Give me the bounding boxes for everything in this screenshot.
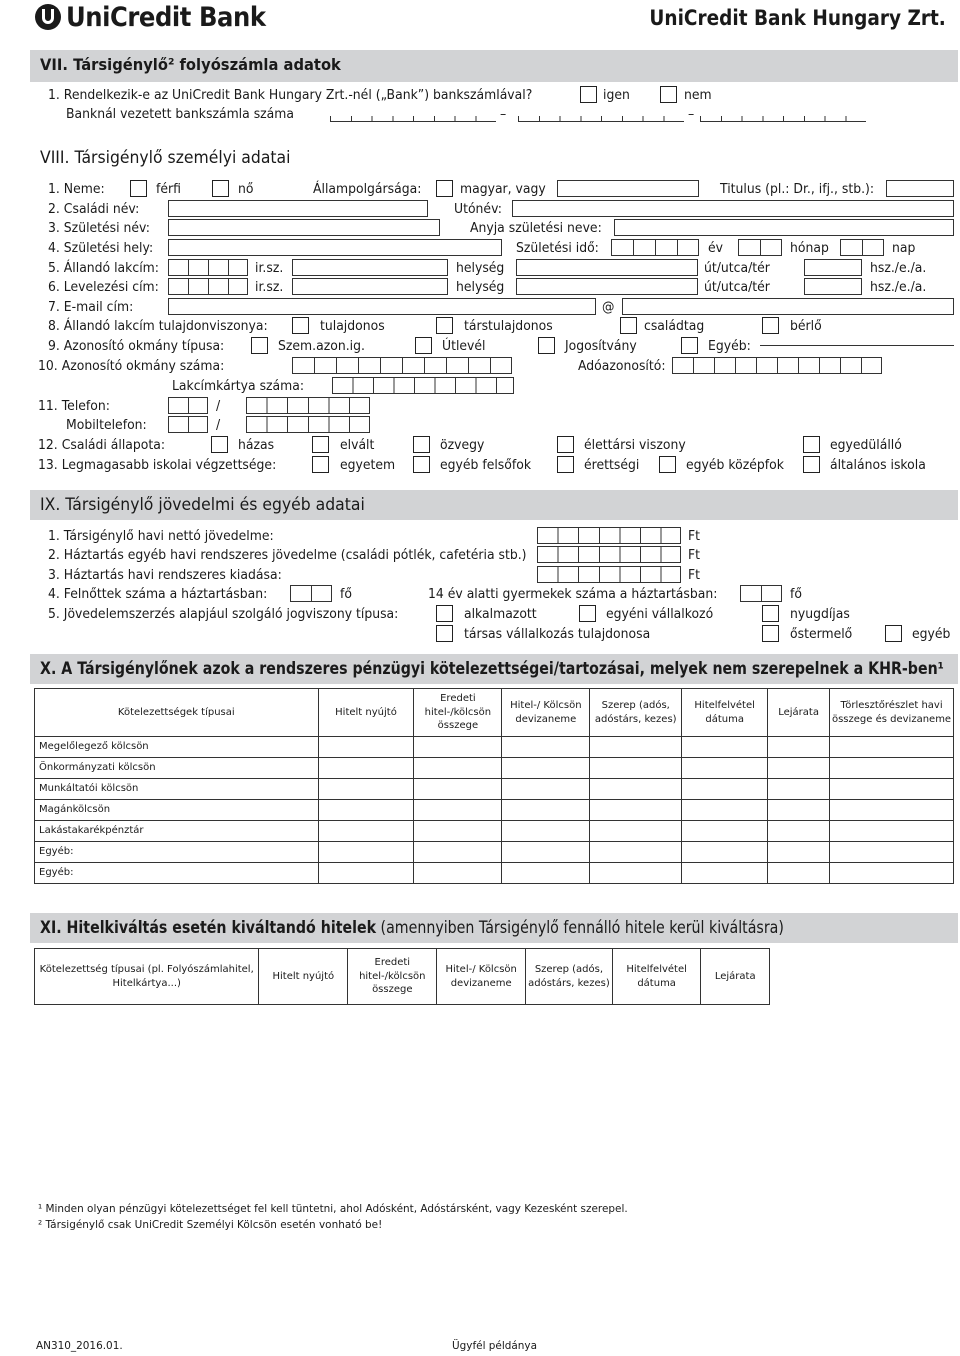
account-part-1[interactable] [330,112,496,122]
university-label: egyetem [340,457,396,473]
passport-label: Útlevél [442,338,486,354]
id-number-field[interactable] [292,357,512,374]
primary-checkbox[interactable] [803,456,820,473]
col-role: Szerep (adós, adóstárs, kezes) [525,949,612,1005]
section-8-title: VIII. Társigénylő személyi adatai [40,148,291,168]
perm-city-field[interactable] [292,259,448,276]
s7-no-label: nem [684,87,712,103]
account-part-3[interactable] [700,112,866,122]
citizenship-label: Állampolgársága: [313,181,422,197]
id-card-checkbox[interactable] [251,337,268,354]
perm-city-label: helység [456,260,505,276]
company-name: UniCredit Bank Hungary Zrt. [649,6,946,30]
expenses-ft: Ft [688,567,701,583]
mail-street-label: út/utca/tér [704,279,770,295]
s7-yes-label: igen [603,87,630,103]
footnote-1: ¹ Minden olyan pénzügyi kötelezettséget fel kell tüntetni, ahol Adósként, Adóstársként, vagy Kezesként szerepel. [38,1202,628,1215]
col-obligation-type: Kötelezettség típusai (pl. Folyószámlahitel, Hitelkártya...) [35,949,259,1005]
children-label: 14 év alatti gyermekek száma a háztartásban: [428,586,718,602]
col-lender: Hitelt nyújtó [259,949,348,1005]
female-checkbox[interactable] [212,180,229,197]
table-row [35,842,954,863]
tax-id-field[interactable] [672,357,882,374]
row-label: Egyéb: [35,842,319,863]
mail-hsz-field[interactable] [804,278,862,295]
row-label: Önkormányzati kölcsön [35,758,319,779]
id-type-label: 9. Azonosító okmány típusa: [48,338,225,354]
phone-label: 11. Telefon: [38,398,110,414]
married-label: házas [238,437,275,453]
mobile-number-field[interactable] [246,416,370,433]
other-higher-label: egyéb felsőfok [440,457,532,473]
section-10-title: X. A Társigénylőnek azok a rendszeres pénzügyi kötelezettségei/tartozásai, melyek nem szerepelnek a KHR-ben¹ [40,659,944,678]
tax-id-label: Adóazonosító: [578,358,666,374]
perm-street-label: út/utca/tér [704,260,770,276]
id-card-label: Szem.azon.ig. [278,338,365,354]
s7-no-checkbox[interactable] [660,86,677,103]
other-income-ft: Ft [688,547,701,563]
birth-date-label: Születési idő: [516,240,599,256]
expenses-label: 3. Háztartás havi rendszeres kiadása: [48,567,282,583]
row-label: Megelőlegező kölcsön [35,737,319,758]
obligations-table [34,688,954,884]
col-lender: Hitelt nyújtó [318,689,414,737]
perm-zip-label: ir.sz. [255,260,284,276]
birth-year-field[interactable] [611,239,699,256]
mobile-label: Mobiltelefon: [66,417,147,433]
section-7-title: VII. Társigénylő² folyószámla adatok [40,55,341,74]
family-name-field[interactable] [168,200,428,217]
other-id-checkbox[interactable] [681,337,698,354]
section-11-title-bold: XI. Hitelkiváltás esetén kiváltandó hitelek [40,918,377,937]
birth-month-field[interactable] [738,239,782,256]
perm-street-field[interactable] [516,259,698,276]
mail-zip-field[interactable] [168,278,248,295]
table-row [35,737,954,758]
matura-checkbox[interactable] [557,456,574,473]
day-label: nap [892,240,916,256]
col-start-date: Hitelfelvétel dátuma [682,689,768,737]
ownership-label: 8. Állandó lakcím tulajdonviszonya: [48,318,268,334]
col-currency: Hitel-/ Kölcsön devizaneme [437,949,526,1005]
farmer-checkbox[interactable] [762,625,779,642]
other-employment-checkbox[interactable] [885,625,902,642]
mail-zip-label: ir.sz. [255,279,284,295]
owner-label: tulajdonos [320,318,385,334]
mail-hsz-label: hsz./e./a. [870,279,927,295]
employment-label: 5. Jövedelemszerzés alapjául szolgáló jogviszony típusa: [48,606,399,622]
family-member-label: családtag [644,318,705,334]
email-domain-field[interactable] [622,298,954,315]
company-owner-checkbox[interactable] [436,625,453,642]
col-installment: Törlesztőrészlet havi összege és devizaneme [830,689,954,737]
other-id-field[interactable] [760,336,954,346]
male-label: férfi [156,181,181,197]
id-number-label: 10. Azonosító okmány száma: [38,358,225,374]
permanent-address-label: 5. Állandó lakcím: [48,260,159,276]
passport-checkbox[interactable] [415,337,432,354]
table-row [35,779,954,800]
sole-trader-checkbox[interactable] [579,605,596,622]
coowner-label: társtulajdonos [464,318,553,334]
primary-label: általános iskola [830,457,926,473]
address-card-label: Lakcímkártya száma: [172,378,305,394]
s7-account-label: Banknál vezetett bankszámla száma [66,106,295,122]
net-income-field[interactable] [537,527,681,544]
divorced-checkbox[interactable] [312,436,329,453]
birth-day-field[interactable] [840,239,884,256]
coowner-checkbox[interactable] [436,317,453,334]
col-start-date: Hitelfelvétel dátuma [612,949,701,1005]
single-label: egyedülálló [830,437,902,453]
row-label: Magánkölcsön [35,800,319,821]
col-maturity: Lejárata [768,689,830,737]
net-income-label: 1. Társigénylő havi nettó jövedelme: [48,528,274,544]
company-owner-label: társas vállalkozás tulajdonosa [464,626,651,642]
table-row [35,800,954,821]
expenses-field[interactable] [537,566,681,583]
single-checkbox[interactable] [803,436,820,453]
employee-checkbox[interactable] [436,605,453,622]
perm-hsz-label: hsz./e./a. [870,260,927,276]
table-row [35,821,954,842]
pensioner-label: nyugdíjas [790,606,850,622]
phone-area-field[interactable] [168,397,208,414]
mail-city-field[interactable] [292,278,448,295]
perm-hsz-field[interactable] [804,259,862,276]
col-maturity: Lejárata [701,949,770,1005]
other-secondary-label: egyéb középfok [686,457,784,473]
birth-name-label: 3. Születési név: [48,220,150,236]
tenant-label: bérlő [790,318,822,334]
account-dash-1: – [500,106,507,122]
table-row [35,863,954,884]
children-unit: fő [790,586,802,602]
other-higher-checkbox[interactable] [413,456,430,473]
male-checkbox[interactable] [130,180,147,197]
marital-status-label: 12. Családi állapota: [38,437,166,453]
logo-text: UniCredit Bank [66,2,266,33]
license-label: Jogosítvány [565,338,637,354]
form-code: AN310_2016.01. [36,1339,123,1352]
owner-checkbox[interactable] [292,317,309,334]
mobile-area-field[interactable] [168,416,208,433]
unicredit-logo-icon [34,2,62,32]
matura-label: érettségi [584,457,640,473]
partnership-label: élettársi viszony [584,437,686,453]
license-checkbox[interactable] [538,337,555,354]
address-card-field[interactable] [332,377,514,394]
tenant-checkbox[interactable] [762,317,779,334]
mail-city-label: helység [456,279,505,295]
mother-name-label: Anyja születési neve: [470,220,602,236]
net-income-ft: Ft [688,528,701,544]
mail-street-field[interactable] [516,278,698,295]
adults-unit: fő [340,586,352,602]
title-label: Titulus (pl.: Dr., ifj., stb.): [720,181,875,197]
account-part-2[interactable] [518,112,684,122]
gender-label: 1. Neme: [48,181,105,197]
email-at-sign: @ [602,299,615,315]
section-9-title: IX. Társigénylő jövedelmi és egyéb adatai [40,495,365,515]
first-name-label: Utónév: [454,201,502,217]
mother-name-field[interactable] [614,219,954,236]
copy-label: Ügyfél példánya [452,1339,538,1352]
sole-trader-label: egyéni vállalkozó [606,606,714,622]
education-label: 13. Legmagasabb iskolai végzettsége: [38,457,277,473]
divorced-label: elvált [340,437,375,453]
phone-number-field[interactable] [246,397,370,414]
married-checkbox[interactable] [211,436,228,453]
pensioner-checkbox[interactable] [762,605,779,622]
employee-label: alkalmazott [464,606,537,622]
title-field[interactable] [886,180,954,197]
phone-slash: / [216,398,221,414]
s7-yes-checkbox[interactable] [580,86,597,103]
email-label: 7. E-mail cím: [48,299,134,315]
col-currency: Hitel-/ Kölcsön devizaneme [502,689,590,737]
other-secondary-checkbox[interactable] [659,456,676,473]
hungarian-label: magyar, vagy [460,181,546,197]
refinance-table [34,948,770,1005]
perm-zip-field[interactable] [168,259,248,276]
account-dash-2: – [688,106,695,122]
farmer-label: őstermelő [790,626,853,642]
birth-name-field[interactable] [168,219,440,236]
female-label: nő [238,181,254,197]
birth-place-field[interactable] [168,239,502,256]
col-obligation-type: Kötelezettségek típusai [35,689,319,737]
footnote-2: ² Társigénylő csak UniCredit Személyi Kölcsön esetén vonható be! [38,1218,383,1231]
section-11-title-rest: (amennyiben Társigénylő fennálló hitele kerül kiváltásra) [380,918,784,937]
adults-field[interactable] [290,585,332,602]
col-original-amount: Eredeti hitel-/kölcsön összege [414,689,502,737]
other-id-label: Egyéb: [708,338,751,354]
year-label: év [708,240,723,256]
citizenship-other-field[interactable] [557,180,699,197]
hungarian-checkbox[interactable] [436,180,453,197]
widowed-label: özvegy [440,437,485,453]
table-row [35,758,954,779]
other-income-label: 2. Háztartás egyéb havi rendszeres jövedelme (családi pótlék, cafetéria stb.) [48,547,527,563]
month-label: hónap [790,240,829,256]
section-11-title [40,920,784,937]
mailing-address-label: 6. Levelezési cím: [48,279,159,295]
row-label: Lakástakarékpénztár [35,821,319,842]
other-income-field[interactable] [537,546,681,563]
row-label: Munkáltatói kölcsön [35,779,319,800]
email-user-field[interactable] [168,298,596,315]
row-label: Egyéb: [35,863,319,884]
col-original-amount: Eredeti hitel-/kölcsön összege [348,949,437,1005]
first-name-field[interactable] [512,200,954,217]
col-role: Szerep (adós, adóstárs, kezes) [590,689,682,737]
s7-question: 1. Rendelkezik-e az UniCredit Bank Hungary Zrt.-nél („Bank”) bankszámlával? [48,87,533,103]
adults-label: 4. Felnőttek száma a háztartásban: [48,586,268,602]
partnership-checkbox[interactable] [557,436,574,453]
children-field[interactable] [740,585,782,602]
family-name-label: 2. Családi név: [48,201,140,217]
other-employment-label: egyéb [912,626,951,642]
mobile-slash: / [216,417,221,433]
university-checkbox[interactable] [312,456,329,473]
widowed-checkbox[interactable] [413,436,430,453]
family-member-checkbox[interactable] [620,317,637,334]
birth-place-label: 4. Születési hely: [48,240,154,256]
